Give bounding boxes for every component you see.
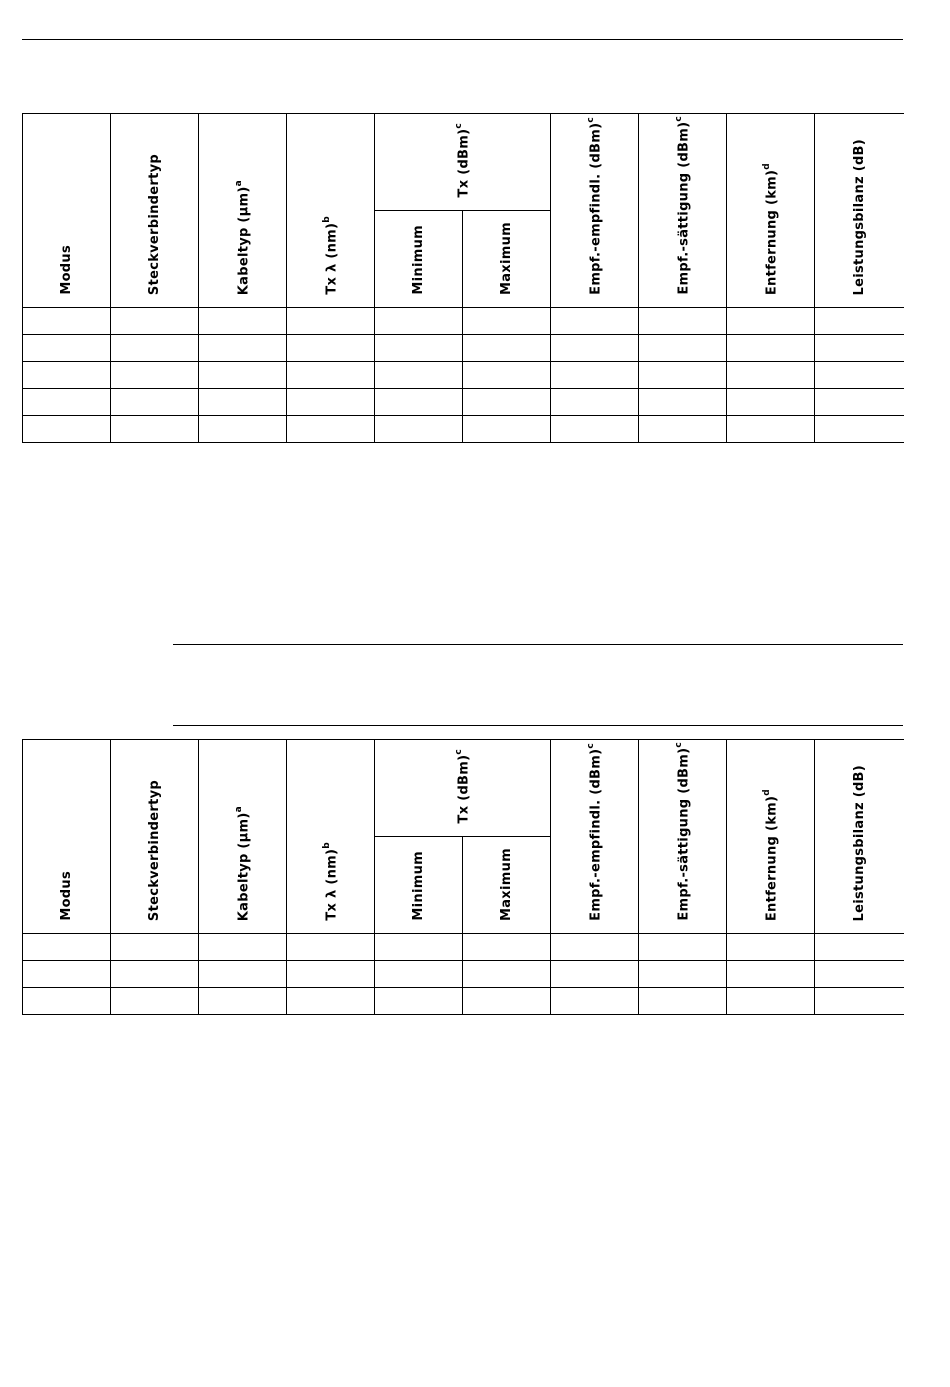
top-rule [22,39,903,40]
table-row [23,988,904,1015]
header-empf-saettigung: Empf.-sättigung (dBm)$^c$ [639,740,727,934]
header-tx-lambda: Tx λ (nm)$^b$ [287,114,375,308]
table-row [23,389,904,416]
spec-table-2 [22,739,904,1015]
header-empf-empfindl: Empf.-empfindl. (dBm)$^c$ [551,114,639,308]
header-kabeltyp: Kabeltyp $(\mu m)^a$ [199,740,287,934]
header-leistungsbilanz: Leistungsbilanz (dB) [815,740,904,934]
header-steckverbindertyp: Steckverbindertyp [111,740,199,934]
table-row [23,308,904,335]
header-minimum: Minimum [375,211,463,308]
header-leistungsbilanz: Leistungsbilanz (dB) [815,114,904,308]
header-steckverbindertyp: Steckverbindertyp [111,114,199,308]
spec-table-1 [22,113,904,443]
table-row [23,335,904,362]
header-maximum: Maximum [463,837,551,934]
header-minimum: Minimum [375,837,463,934]
header-empf-empfindl: Empf.-empfindl. (dBm)$^c$ [551,740,639,934]
table-row [23,961,904,988]
header-maximum: Maximum [463,211,551,308]
header-kabeltyp: Kabeltyp $(\mu m)^a$ [199,114,287,308]
header-modus: Modus [23,114,111,308]
table-row [23,416,904,443]
section-rule-bottom [173,725,903,726]
header-entfernung: Entfernung (km)$^d$ [727,114,815,308]
header-modus: Modus [23,740,111,934]
header-tx-lambda: Tx λ (nm)$^b$ [287,740,375,934]
header-tx-dbm: Tx (dBm)$^c$ [375,740,551,837]
header-entfernung: Entfernung (km)$^d$ [727,740,815,934]
table-row [23,362,904,389]
header-tx-dbm: Tx (dBm)$^c$ [375,114,551,211]
section-rule-top [173,644,903,645]
table-row [23,934,904,961]
header-empf-saettigung: Empf.-sättigung (dBm)$^c$ [639,114,727,308]
